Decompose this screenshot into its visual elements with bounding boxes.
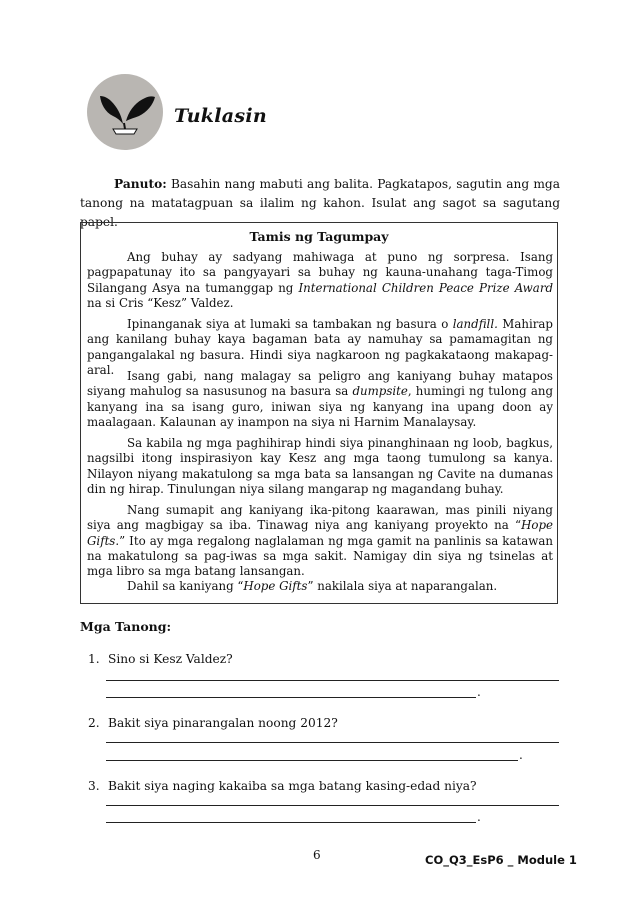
story-paragraph-4: Sa kabila ng mga paghihirap hindi siya pinanghinaan ng loob, bagkus, nagsilbi itong inspirasiyon kay Kesz ang mga taong tumulong sa kanya. Nilayon niyang makatulong sa mga bata sa lansangan ng Cavite na dumanas din ng hirap. Tinulungan niya silang mangarap ng magandang buhay. (87, 436, 553, 496)
story-text: Dahil sa kaniyang “ (127, 579, 244, 593)
questions-heading: Mga Tanong: (80, 619, 172, 634)
answer-line[interactable] (106, 742, 559, 743)
story-paragraph-3 (87, 369, 553, 430)
instruction-text: Basahin nang mabuti ang balita. Pagkatapos, sagutin ang mga tanong na matatagpuan sa ilalim ng kahon. Isulat ang sagot sa sagutang papel. (80, 177, 560, 229)
story-paragraph-6 (87, 579, 553, 594)
question-number: 1. (88, 652, 100, 666)
story-text: na si Cris “Kesz” Valdez. (87, 295, 234, 310)
question-text: Sino si Kesz Valdez? (108, 652, 233, 666)
story-emphasis: Hope Gifts (87, 518, 553, 548)
story-box (80, 222, 558, 604)
story-text: Isang gabi, nang malagay sa peligro ang kaniyang buhay matapos siyang mahulog sa nasusunog na basura sa (87, 369, 553, 399)
answer-line[interactable] (106, 680, 559, 681)
question-3 (88, 779, 477, 793)
page-number: 6 (313, 848, 321, 862)
answer-line-period: . (477, 685, 481, 699)
answer-line[interactable] (106, 760, 518, 761)
question-number: 3. (88, 779, 100, 793)
story-emphasis: International Children Peace Prize Award (298, 280, 554, 295)
question-number: 2. (88, 716, 100, 730)
story-text: Ipinanganak siya at lumaki sa tambakan ng basura o (127, 317, 453, 331)
story-text: Mahirap ang kanilang buhay kaya bagaman bata ay namuhay sa pamamagitan ng pangangalakal ng basura. Hindi siya nagkaroon ng pagkakataong makapag-aral. (87, 317, 553, 377)
story-title: Tamis ng Tagumpay (249, 229, 389, 244)
instruction-label: Panuto: (114, 177, 167, 191)
story-paragraph-1 (87, 250, 553, 311)
question-text: Bakit siya naging kakaiba sa mga batang kasing-edad niya? (108, 779, 477, 793)
module-code: CO_Q3_EsP6 _ Module 1 (425, 853, 577, 867)
question-1 (88, 652, 233, 666)
story-emphasis: dumpsite (352, 384, 408, 399)
answer-line[interactable] (106, 822, 476, 823)
story-paragraph-5 (87, 503, 553, 579)
story-text: Nang sumapit ang kaniyang ika-pitong kaarawan, mas pinili niyang siya ang magbigay sa iba. Tinawag niya ang kaniyang proyekto na “ (87, 503, 553, 533)
story-text: Ang buhay ay sadyang mahiwaga at puno ng sorpresa. Isang pagpapatunay ito sa pangyayari sa buhay ng kauna-unahang taga-Timog Silangang Asya na tumanggap ng (87, 250, 553, 295)
story-emphasis: Hope Gifts (243, 579, 308, 593)
answer-line-period: . (477, 810, 481, 824)
section-title: Tuklasin (174, 105, 268, 127)
question-text: Bakit siya pinarangalan noong 2012? (108, 716, 338, 730)
story-text: ” nakilala siya at naparangalan. (307, 579, 498, 593)
plant-sprout-icon (87, 74, 163, 150)
answer-line[interactable] (106, 805, 559, 806)
story-text: , humingi ng tulong ang kanyang ina sa isang guro, iniwan siya ng kanyang ina upang doon ay maalagaan. Kalaunan ay inampon na siya ni Harnim Manalaysay. (87, 384, 553, 429)
question-2 (88, 716, 338, 730)
section-logo (87, 74, 163, 150)
answer-line[interactable] (106, 697, 476, 698)
answer-line-period: . (519, 748, 523, 762)
story-text: .” Ito ay mga regalong naglalaman ng mga gamit na panlinis sa katawan na makatulong sa pag-iwas sa mga sakit. Namigay din siya ng tsinelas at mga libro sa mga batang lansangan. (87, 533, 553, 579)
story-emphasis: landfill. (452, 317, 498, 331)
